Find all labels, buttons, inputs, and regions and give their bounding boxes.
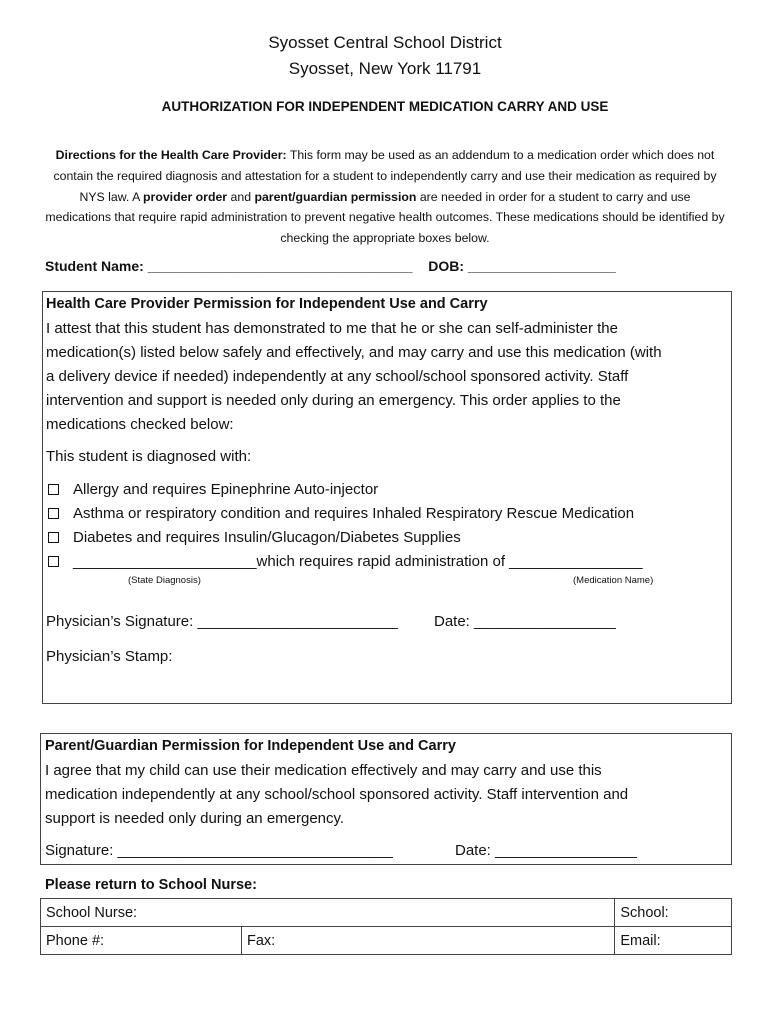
- diagnosed-label: This student is diagnosed with:: [46, 448, 252, 465]
- attest-line: a delivery device if needed) independently at any school/school sponsored activity. Staff: [46, 368, 629, 385]
- option-allergy: [48, 478, 378, 502]
- parent-permission-box: [40, 733, 732, 865]
- table-row: [41, 899, 732, 927]
- table-row: [41, 927, 732, 955]
- form-title: AUTHORIZATION FOR INDEPENDENT MEDICATION CARRY AND USE: [161, 99, 609, 114]
- option-allergy-label: Allergy and requires Epinephrine Auto-injector: [73, 481, 379, 498]
- agree-line: support is needed only during an emergency.: [45, 810, 345, 827]
- agree-line: medication independently at any school/school sponsored activity. Staff intervention and: [45, 786, 629, 803]
- dob-label: DOB:: [428, 258, 464, 274]
- directions-paragraph: [45, 145, 725, 249]
- parent-section-title: Parent/Guardian Permission for Independent Use and Carry: [45, 738, 456, 754]
- checkbox-other[interactable]: [48, 556, 59, 567]
- provider-order-text: provider order: [143, 189, 228, 204]
- medication-name-caption: (Medication Name): [573, 575, 654, 586]
- parent-signature-field[interactable]: Signature: _________________________________: [45, 842, 393, 859]
- option-asthma: [48, 502, 634, 526]
- agree-line: I agree that my child can use their medication effectively and may carry and use this: [45, 762, 602, 779]
- option-diabetes-label: Diabetes and requires Insulin/Glucagon/Diabetes Supplies: [73, 529, 461, 546]
- state-diagnosis-caption: (State Diagnosis): [128, 575, 201, 586]
- directions-text-2: are needed in order for a student to carry and use medications that require rapid administration to prevent negative health outcomes. These medications should be identified by checking the appropriate boxes below.: [45, 189, 725, 246]
- school-nurse-field[interactable]: School Nurse:: [41, 899, 615, 927]
- fax-field[interactable]: Fax:: [242, 927, 615, 955]
- school-field[interactable]: School:: [615, 899, 732, 927]
- option-other-label[interactable]: ______________________which requires rapid administration of ________________: [73, 553, 643, 570]
- attest-line: medication(s) listed below safely and effectively, and may carry and use this medication (with: [46, 344, 662, 361]
- physician-date-field[interactable]: Date: _________________: [434, 613, 616, 630]
- parent-permission-text: parent/guardian permission: [254, 189, 417, 204]
- attest-line: medications checked below:: [46, 416, 234, 433]
- option-diabetes: [48, 526, 461, 550]
- student-info-line: [45, 258, 616, 274]
- contact-table: [40, 898, 732, 955]
- district-name: Syosset Central School District: [268, 33, 502, 52]
- district-address: Syosset, New York 11791: [288, 59, 482, 78]
- option-other: [48, 550, 643, 574]
- email-field[interactable]: Email:: [615, 927, 732, 955]
- dob-field[interactable]: ___________________: [467, 258, 616, 274]
- directions-label: Directions for the Health Care Provider:: [55, 148, 287, 162]
- parent-date-field[interactable]: Date: _________________: [455, 842, 637, 859]
- directions-and: and: [227, 189, 255, 204]
- return-section-title: Please return to School Nurse:: [45, 877, 257, 893]
- attest-line: intervention and support is needed only during an emergency. This order applies to the: [46, 392, 621, 409]
- checkbox-asthma[interactable]: [48, 508, 59, 519]
- provider-section-title: Health Care Provider Permission for Independent Use and Carry: [46, 296, 488, 312]
- physician-stamp-label: Physician’s Stamp:: [46, 648, 173, 665]
- checkbox-allergy[interactable]: [48, 484, 59, 495]
- option-asthma-label: Asthma or respiratory condition and requires Inhaled Respiratory Rescue Medication: [73, 505, 635, 522]
- attest-line: I attest that this student has demonstrated to me that he or she can self-administer the: [46, 320, 618, 337]
- student-name-label: Student Name:: [45, 258, 144, 274]
- provider-permission-box: [42, 291, 732, 704]
- physician-signature-field[interactable]: Physician’s Signature: ________________________: [46, 613, 398, 630]
- directions-text-1: This form may be used as an addendum to a medication order which does not contain the required diagnosis and attestation for a student to independently carry and use their medication as required by NYS law. A: [53, 148, 717, 204]
- student-name-field[interactable]: __________________________________: [147, 258, 413, 274]
- checkbox-diabetes[interactable]: [48, 532, 59, 543]
- phone-field[interactable]: Phone #:: [41, 927, 242, 955]
